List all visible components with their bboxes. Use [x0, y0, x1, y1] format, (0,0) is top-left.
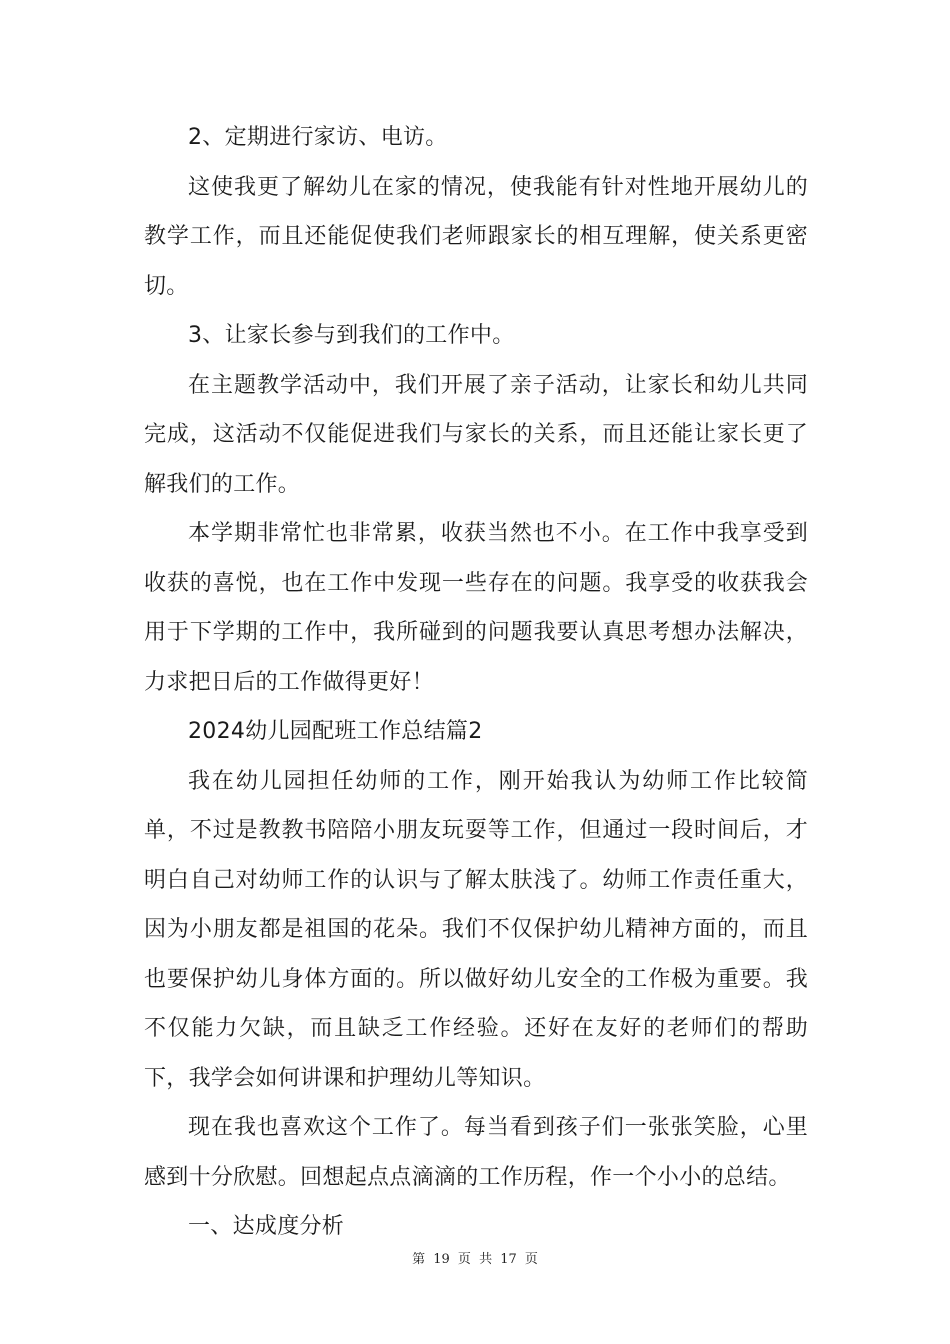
paragraph-semester-summary: 本学期非常忙也非常累，收获当然也不小。在工作中我享受到收获的喜悦，也在工作中发现一些存在的问题。我享受的收获我会用于下学期的工作中，我所碰到的问题我要认真思考想办法解决，力求把日后的工作做得更好！: [144, 521, 808, 695]
paragraph-parent-participation-body: 在主题教学活动中，我们开展了亲子活动，让家长和幼儿共同完成，这活动不仅能促进我们与家长的关系，而且还能让家长更了解我们的工作。: [144, 372, 808, 497]
section-title-part-2: 2024幼儿园配班工作总结篇2: [188, 719, 483, 744]
paragraph-home-visits-heading: 2、定期进行家访、电访。: [188, 125, 448, 150]
paragraph-teacher-role: 我在幼儿园担任幼师的工作，刚开始我认为幼师工作比较简单，不过是教教书陪陪小朋友玩耍等工作，但通过一段时间后，才明白自己对幼师工作的认识与了解太肤浅了。幼师工作责任重大，因为小朋友都是祖国的花朵。我们不仅保护幼儿精神方面的，而且也要保护幼儿身体方面的。所以做好幼儿安全的工作极为重要。我不仅能力欠缺，而且缺乏工作经验。还好在友好的老师们的帮助下，我学会如何讲课和护理幼儿等知识。: [144, 768, 808, 1091]
paragraph-parent-participation-heading: 3、让家长参与到我们的工作中。: [188, 323, 515, 348]
section-heading-achievement: 一、达成度分析: [188, 1214, 345, 1239]
paragraph-enjoy-work: 现在我也喜欢这个工作了。每当看到孩子们一张张笑脸，心里感到十分欣慰。回想起点点滴滴的工作历程，作一个小小的总结。: [144, 1115, 808, 1190]
document-body: [144, 113, 808, 1252]
paragraph-home-visits-body: 这使我更了解幼儿在家的情况，使我能有针对性地开展幼儿的教学工作，而且还能促使我们老师跟家长的相互理解，使关系更密切。: [144, 174, 808, 299]
page-number-footer: 第 19 页 共 17 页: [412, 1252, 538, 1267]
